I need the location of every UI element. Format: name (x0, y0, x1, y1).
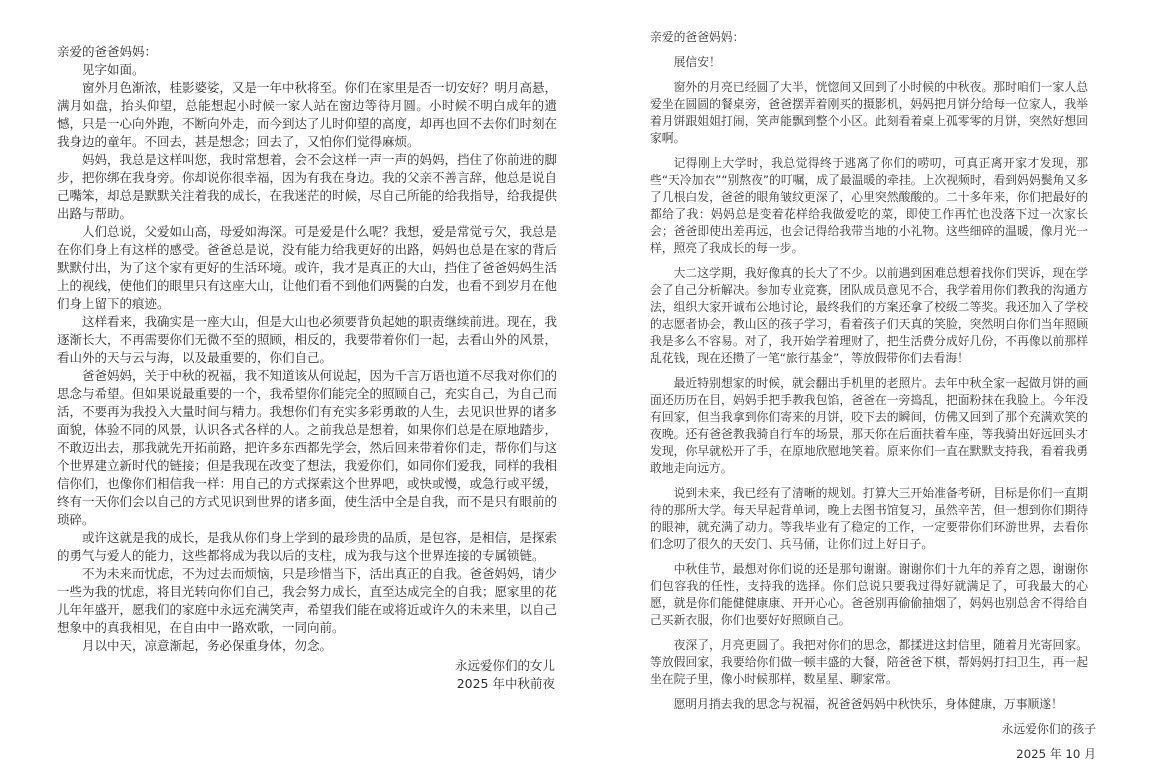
paragraph: 人们总说，父爱如山高，母爱如海深。可是爱是什么呢？我想，爱是常觉亏欠，我总是在你们身上有这样的感受。爸爸总是说，没有能力给我更好的出路，妈妈也总是在家的背后默默付出，为了这个家有更好的生活环境。或许，我才是真正的大山，挡住了爸爸妈妈生活上的视线，使他们的眼里只有这座大山，让他们看不到他们两鬓的白发，也看不到岁月在他们身上留下的痕迹。 (57, 224, 558, 311)
paragraph: 妈妈，我总是这样叫您，我时常想着，会不会这样一声一声的妈妈，挡住了你前进的脚步，把你绑在我身旁。你却说你很幸福，因为有我在身边。我的父亲不善言辞，他总是说自己嘴笨，却总是默默关注着我的成长，在我迷茫的时候，尽自己所能的给我指导，给我提供出路与帮助。 (57, 152, 558, 221)
signature: 永远爱你们的孩子 (1001, 722, 1096, 736)
paragraph: 这样看来，我确实是一座大山，但是大山也必须要背负起她的职责继续前进。现在，我逐渐长大，不再需要你们无微不至的照顾，相反的，我要带着你们一起，去看山外的风景，看山外的天与云与海，以及最重要的，你们自己。 (57, 314, 558, 365)
paragraph: 爸爸妈妈，关于中秋的祝福，我不知道该从何说起，因为千言万语也道不尽我对你们的思念与希望。但如果说最重要的一个，我希望你们能完全的照顾自己，充实自己，为自己而活，不要再为我投入大量时间与精力。我想你们有充实多彩勇敢的人生，去见识世界的诸多面貌，体验不同的风景，认识各式各样的人。之前我总是想着，如果你们总是在原地踏步，不敢迈出去，那我就先开拓前路，把许多东西都先学会，然后回来带着你们走，帮你们与这个世界建立新时代的链接；但是我现在改变了想法，我爱你们，如同你们爱我，同样的我相信你们，也像你们相信我一样：用自己的方式探索这个世界吧，或快或慢，或急行或平缓，终有一天你们会以自己的方式见识到世界的诸多面，使生活中全是自我，而不是只有眼前的琐碎。 (57, 368, 558, 527)
paragraph: 记得刚上大学时，我总觉得终于逃离了你们的唠叨，可真正离开家才发现，那些“天冷加衣”“别熬夜”的叮嘱，成了最温暖的牵挂。上次视频时，看到妈妈鬓角又多了几根白发，爸爸的眼角皱纹更深了，心里突然酸酸的。二十多年来，你们把最好的都给了我：妈妈总是变着花样给我做爱吃的菜，即使工作再忙也没落下过一次家长会；爸爸即使出差再远，也会记得给我带当地的小礼物。这些细碎的温暖，像月光一样，照亮了我成长的每一步。 (650, 156, 1088, 255)
paragraph: 见字如面。 (82, 62, 145, 77)
letter-right (650, 29, 1096, 771)
paragraph: 或许这就是我的成长，是我从你们身上学到的最珍贵的品质，是包容，是相信，是探索的勇气与爱人的能力，这些都将成为我以后的支柱，成为我与这个世界连接的专属锁链。 (57, 530, 558, 563)
paragraph: 月以中天，凉意渐起，务必保重身体，勿念。 (82, 638, 333, 653)
salutation: 亲爱的爸爸妈妈： (57, 44, 158, 59)
paragraph: 不为未来而忧虑，不为过去而烦恼，只是珍惜当下，活出真正的自我。爸爸妈妈，请少一些为我的忧虑，将目光转向你们自己，我会努力成长，直至达成完全的自我；愿家里的花儿年年盛开，愿我们的家庭中永远充满笑声，希望我们能在或将近或许久的未来里，以自己想象中的真我相见，在自由中一路欢歌，一同向前。 (57, 566, 558, 635)
paragraph: 窗外月色渐浓，桂影婆娑，又是一年中秋将至。你们在家里是否一切安好？明月高悬，满月如盘，抬头仰望，总能想起小时候一家人站在窗边等待月圆。小时候不明白成年的遗憾，只是一心向外跑，不断向外走，而今到达了儿时仰望的高度，却再也回不去你们时刻在我身边的童年。不回去，甚是想念；回去了，又怕你们觉得麻烦。 (57, 80, 558, 149)
salutation: 亲爱的爸爸妈妈： (650, 30, 745, 44)
paragraph: 大二这学期，我好像真的长大了不少。以前遇到困难总想着找你们哭诉，现在学会了自己分析解决。参加专业竞赛，团队成员意见不合，我学着用你们教我的沟通方法，组织大家开诚布公地讨论，最终我们的方案还拿了校级二等奖。我还加入了学校的志愿者协会，教山区的孩子学习，看着孩子们天真的笑脸，突然明白你们当年照顾我是多么不容易。对了，我开始学着理财了，把生活费分成好几份，不再像以前那样乱花钱，现在还攒了一笔“旅行基金”，等放假带你们去看海！ (650, 266, 1088, 365)
paragraph: 窗外的月亮已经圆了大半，恍惚间又回到了小时候的中秋夜。那时咱们一家人总爱坐在圆圆的餐桌旁，爸爸摆弄着刚买的摄影机，妈妈把月饼分给每一位家人，我举着月饼跟姐姐打闹，笑声能飘到整个小区。此刻看着桌上孤零零的月饼，突然好想回家啊。 (650, 80, 1088, 145)
paragraph: 中秋佳节，最想对你们说的还是那句谢谢。谢谢你们十九年的养育之恩，谢谢你们包容我的任性，支持我的选择。你们总说只要我过得好就满足了，可我最大的心愿，就是你们能健健康康、开开心心。爸爸别再偷偷抽烟了，妈妈也别总舍不得给自己买新衣服，你们也要好好照顾自己。 (650, 562, 1088, 627)
paragraph: 展信安！ (673, 55, 721, 69)
paragraph: 说到未来，我已经有了清晰的规划。打算大三开始准备考研，目标是你们一直期待的那所大学。每天早起背单词，晚上去图书馆复习，虽然辛苦，但一想到你们期待的眼神，就充满了动力。等我毕业有了稳定的工作，一定要带你们环游世界，去看你们念叨了很久的天安门、兵马俑，让你们过上好日子。 (650, 486, 1088, 551)
date: 2025 年 10 月 (1016, 747, 1096, 761)
paragraph: 最近特别想家的时候，就会翻出手机里的老照片。去年中秋全家一起做月饼的画面还历历在目，妈妈手把手教我包馅，爸爸在一旁捣乱，把面粉抹在我脸上。今年没有回家，但当我拿到你们寄来的月饼，咬下去的瞬间，仿佛又回到了那个充满欢笑的夜晚。还有爸爸教我骑自行车的场景，那天你在后面扶着车座，等我骑出好远回头才发现，你早就松开了手，在原地欣慰地笑着。原来你们一直在默默支持我，看着我勇敢地走向远方。 (650, 376, 1088, 475)
date: 2025 年中秋前夜 (456, 676, 555, 691)
paragraph: 夜深了，月亮更圆了。我把对你们的思念，都揉进这封信里，随着月光寄回家。等放假回家，我要给你们做一顿丰盛的大餐，陪爸爸下棋，帮妈妈打扫卫生，再一起坐在院子里，像小时候那样，数星星、聊家常。 (650, 638, 1088, 686)
paragraph: 愿明月捎去我的思念与祝福，祝爸爸妈妈中秋快乐，身体健康，万事顺遂！ (673, 697, 1063, 711)
signature: 永远爱你们的女儿 (454, 658, 555, 673)
letter-left (57, 43, 557, 693)
